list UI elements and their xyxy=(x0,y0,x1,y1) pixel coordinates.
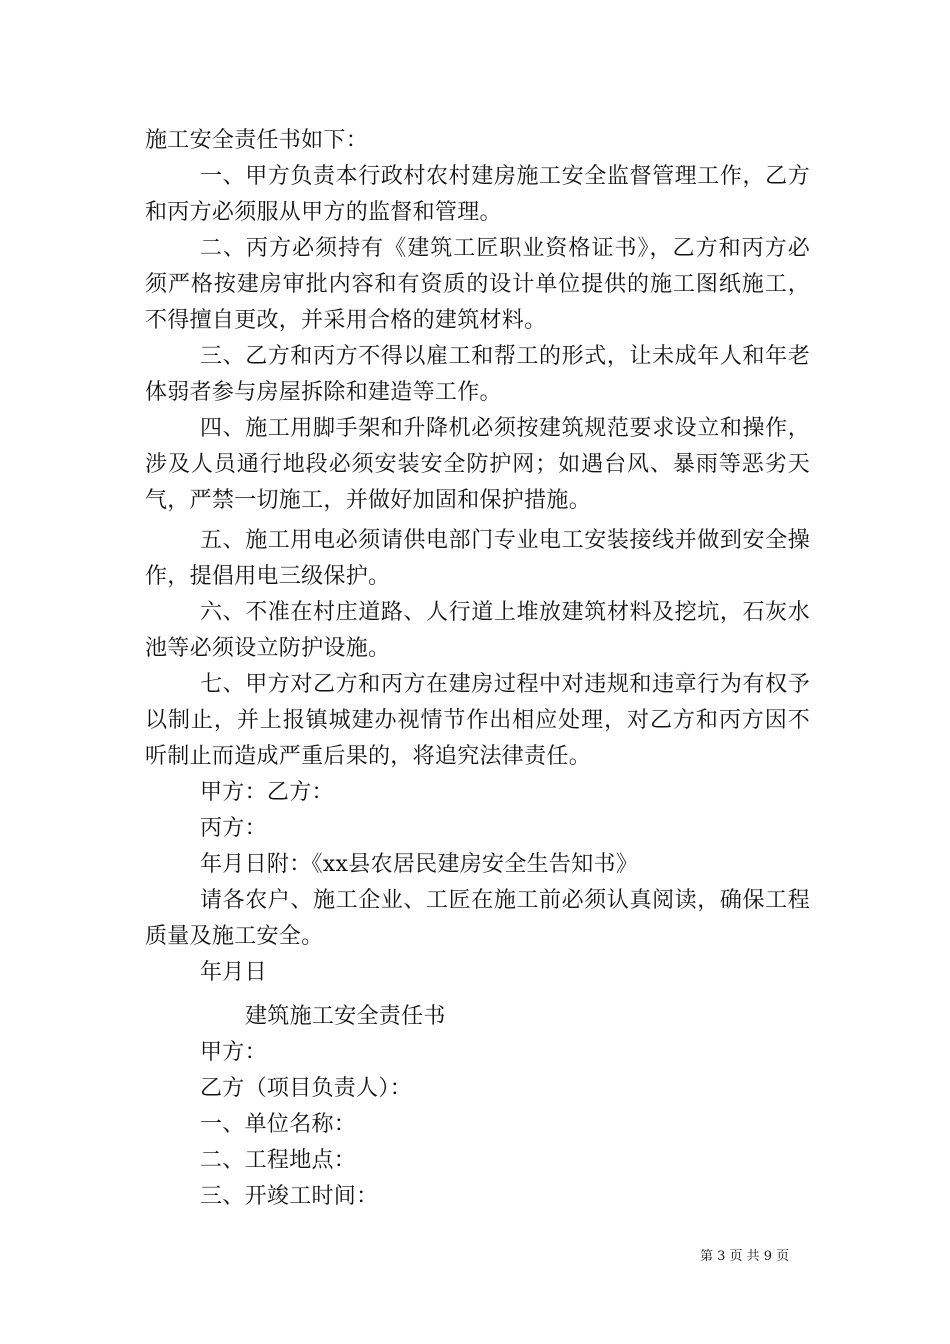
clause-4-line-1: 四、施工用脚手架和升降机必须按建筑规范要求设立和操作， xyxy=(200,416,810,441)
clause-6-line-1: 六、不准在村庄道路、人行道上堆放建筑材料及挖坑，石灰水 xyxy=(200,600,810,625)
clause-7-line-1: 七、甲方对乙方和丙方在建房过程中对违规和违章行为有权予 xyxy=(200,672,810,697)
party-a-line: 甲方： xyxy=(200,1040,267,1065)
item-project-location: 二、工程地点： xyxy=(200,1148,357,1173)
date-attachment-line: 年月日附：《xx县农居民建房安全生告知书》 xyxy=(200,852,639,877)
clause-7-line-3: 听制止而造成严重后果的，将追究法律责任。 xyxy=(145,744,592,769)
clause-2-line-1: 二、丙方必须持有《建筑工匠职业资格证书》，乙方和丙方必 xyxy=(200,236,810,261)
clause-3-line-2: 体弱者参与房屋拆除和建造等工作。 xyxy=(145,380,502,405)
clause-6-line-2: 池等必须设立防护设施。 xyxy=(145,636,391,661)
clause-5-line-1: 五、施工用电必须请供电部门专业电工安装接线并做到安全操 xyxy=(200,528,810,553)
clause-2-line-2: 须严格按建房审批内容和有资质的设计单位提供的施工图纸施工， xyxy=(145,272,810,297)
item-unit-name: 一、单位名称： xyxy=(200,1112,357,1137)
clause-2-line-3: 不得擅自更改，并采用合格的建筑材料。 xyxy=(145,308,547,333)
intro-line: 施工安全责任书如下： xyxy=(145,128,369,153)
notice-line-2: 质量及施工安全。 xyxy=(145,924,324,949)
clause-4-line-3: 气，严禁一切施工，并做好加固和保护措施。 xyxy=(145,488,592,513)
sign-party-ab: 甲方：乙方： xyxy=(200,780,334,805)
clause-1-line-1: 一、甲方负责本行政村农村建房施工安全监督管理工作，乙方 xyxy=(200,164,810,189)
date-line: 年月日 xyxy=(200,960,267,985)
clause-3-line-1: 三、乙方和丙方不得以雇工和帮工的形式，让未成年人和年老 xyxy=(200,344,810,369)
page-number-footer: 第 3 页 共 9 页 xyxy=(700,1249,790,1264)
party-b-line: 乙方（项目负责人）： xyxy=(200,1076,413,1101)
clause-7-line-2: 以制止，并上报镇城建办视情节作出相应处理，对乙方和丙方因不 xyxy=(145,708,810,733)
second-document-title: 建筑施工安全责任书 xyxy=(245,1004,446,1029)
sign-party-c: 丙方： xyxy=(200,816,267,841)
item-start-end-time: 三、开竣工时间： xyxy=(200,1184,379,1209)
clause-5-line-2: 作，提倡用电三级保护。 xyxy=(145,564,391,589)
notice-line-1: 请各农户、施工企业、工匠在施工前必须认真阅读，确保工程 xyxy=(200,888,810,913)
clause-1-line-2: 和丙方必须服从甲方的监督和管理。 xyxy=(145,200,502,225)
clause-4-line-2: 涉及人员通行地段必须安装安全防护网；如遇台风、暴雨等恶劣天 xyxy=(145,452,810,477)
